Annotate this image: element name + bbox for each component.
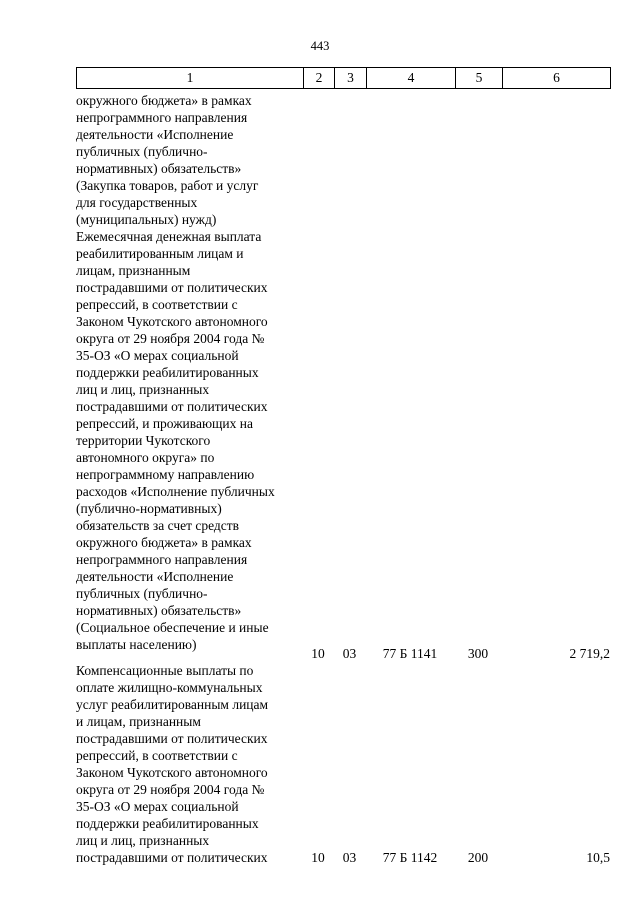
row-target: 77 Б 1141 (382, 646, 438, 661)
header-col-2: 2 (304, 68, 335, 89)
header-col-5: 5 (456, 68, 503, 89)
row-amount: 10,5 (586, 850, 610, 865)
row-subsection: 03 (342, 850, 357, 865)
table-header (76, 67, 611, 89)
row-description: окружного бюджета» в рамках непрограммного направления деятельности «Исполнение публичных (публично- нормативных) обязательств» (Закупка товаров, работ и услуг для государственных (муниципальных) нужд) (76, 93, 259, 227)
row-amount: 2 719,2 (569, 646, 610, 661)
page-number: 443 (310, 39, 330, 53)
row-section: 10 (311, 850, 325, 865)
header-col-1: 1 (77, 68, 304, 89)
row-subsection: 03 (342, 646, 357, 661)
row-description: Компенсационные выплаты по оплате жилищно-коммунальных услуг реабилитированным лицам и лицам, признанным пострадавшими от политических репрессий, в соответствии с Законом Чукотского автономного округа от 29 ноября 2004 года № 35-ОЗ «О мерах социальной поддержки реабилитированных лиц и лиц, признанных пострадавшими от политических (76, 663, 269, 865)
row-section: 10 (311, 646, 325, 661)
header-col-3: 3 (335, 68, 367, 89)
row-expense-type: 200 (467, 850, 489, 865)
header-col-4: 4 (367, 68, 456, 89)
row-expense-type: 300 (467, 646, 489, 661)
header-col-6: 6 (503, 68, 611, 89)
row-target: 77 Б 1142 (382, 850, 438, 865)
row-description: Ежемесячная денежная выплата реабилитированным лицам и лицам, признанным пострадавшими от политических репрессий, в соответствии с Законом Чукотского автономного округа от 29 ноября 2004 года № 35-ОЗ «О мерах социальной поддержки реабилитированных лиц и лиц, признанных пострадавшими от политических репрессий, и проживающих на территории Чукотского автономного округа» по непрограммному направлению расходов «Исполнение публичных (публично-нормативных) обязательств за счет средств окружного бюджета» в рамках непрограммного направления деятельности «Исполнение публичных (публично- нормативных) обязательств» (Социальное обеспечение и иные выплаты населению) (76, 229, 275, 652)
